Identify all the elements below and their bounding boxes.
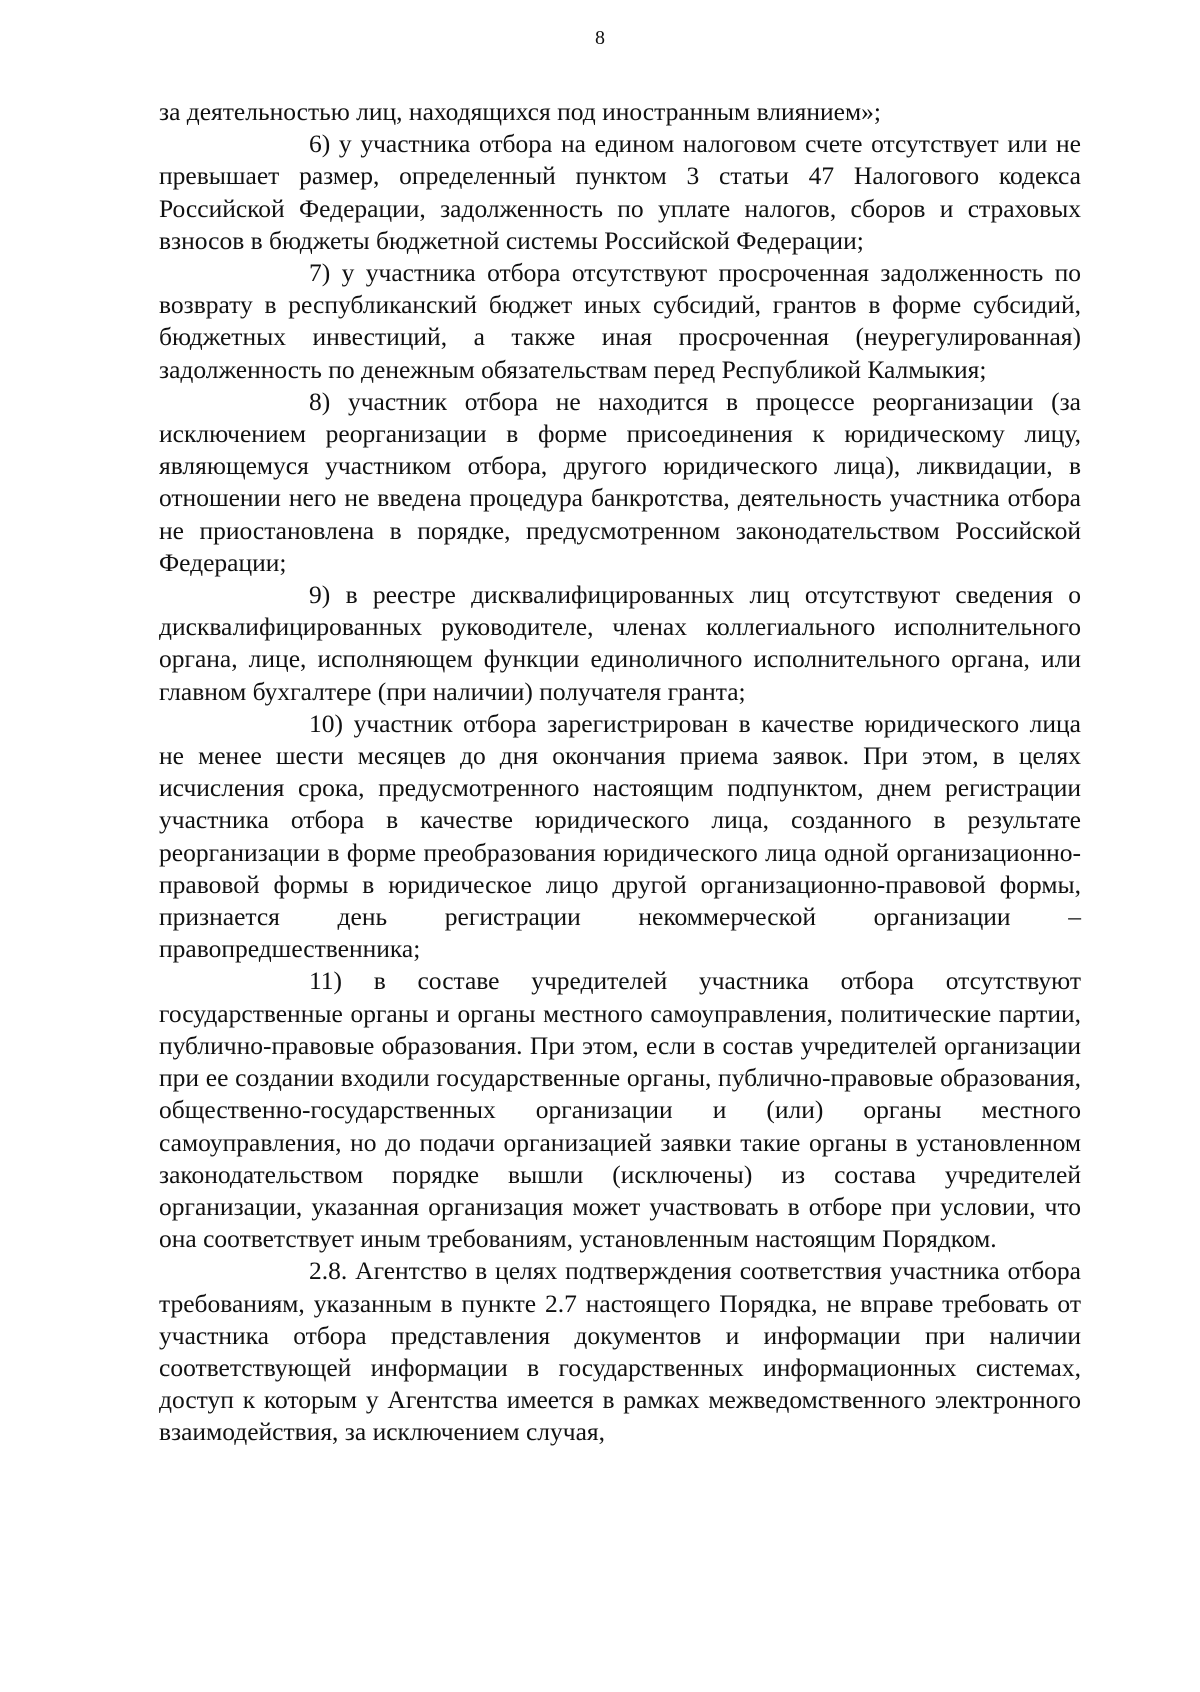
paragraph-text: за деятельностью лиц, находящихся под иностранным влиянием»; [159, 97, 881, 126]
item-number: 10) [309, 708, 343, 738]
paragraph-text: у участника отбора на едином налоговом счете отсутствует или не превышает размер, определенный пунктом 3 статьи 47 Налогового кодекса Российской Федерации, задолженность по уплате налогов, сборов и страховых взносов в бюджеты бюджетной системы Российской Федерации; [159, 129, 1082, 255]
paragraph-item-11 [159, 965, 1081, 1255]
item-number: 8) [309, 386, 331, 416]
paragraph-item-8 [159, 386, 1081, 579]
paragraph-section-2-8 [159, 1255, 1081, 1448]
document-body [159, 96, 1081, 1449]
item-number: 6) [309, 129, 331, 159]
paragraph-item-7 [159, 257, 1081, 386]
paragraph-text: Агентство в целях подтверждения соответствия участника отбора требованиям, указанным в пункте 2.7 настоящего Порядка, не вправе требовать от участника отбора представления документов и информации при наличии соответствующей информации в государственных информационных системах, доступ к которым у Агентства имеется в рамках межведомственного электронного взаимодействия, за исключением случая, [159, 1256, 1081, 1447]
paragraph-text: в составе учредителей участника отбора отсутствуют государственные органы и органы местного самоуправления, политические партии, публично-правовые образования. При этом, если в состав учредителей организации при ее создании входили государственные органы, публично-правовые образования, общественно-государственных организации и (или) органы местного самоуправления, но до подачи организацией заявки такие органы в установленном законодательством порядке вышли (исключены) из состава учредителей организации, указанная организация может участвовать в отборе при условии, что она соответствует иным требованиям, установленным настоящим Порядком. [159, 966, 1081, 1254]
paragraph-text: у участника отбора отсутствуют просроченная задолженность по возврату в республиканский бюджет иных субсидий, грантов в форме субсидий, бюджетных инвестиций, а также иная просроченная (неурегулированная) задолженность по денежным обязательствам перед Республикой Калмыкия; [159, 258, 1082, 384]
page-number: 8 [595, 27, 605, 49]
item-number: 11) [309, 966, 343, 996]
paragraph-continuation [159, 96, 1081, 128]
paragraph-text: участник отбора не находится в процессе реорганизации (за исключением реорганизации в форме присоединения к юридическому лицу, являющемуся участником отбора, другого юридического лица), ликвидации, в отношении него не введена процедура банкротства, деятельность участника отбора не приостановлена в порядке, предусмотренном законодательством Российской Федерации; [159, 386, 1081, 577]
item-number: 7) [309, 258, 331, 288]
paragraph-item-10 [159, 708, 1081, 966]
item-number: 9) [309, 580, 331, 610]
paragraph-text: в реестре дисквалифицированных лиц отсутствуют сведения о дисквалифицированных руководителе, членах коллегиального исполнительного органа, лице, исполняющем функции единоличного исполнительного органа, или главном бухгалтере (при наличии) получателя гранта; [159, 580, 1082, 706]
item-number: 2.8. [309, 1256, 348, 1286]
paragraph-text: участник отбора зарегистрирован в качестве юридического лица не менее шести месяцев до дня окончания приема заявок. При этом, в целях исчисления срока, предусмотренного настоящим подпунктом, днем регистрации участника отбора в качестве юридического лица, созданного в результате реорганизации в форме преобразования юридического лица одной организационно-правовой формы в юридическое лицо другой организационно-правовой формы, признается день регистрации некоммерческой организации – правопредшественника; [159, 708, 1082, 964]
paragraph-item-9 [159, 579, 1081, 708]
paragraph-item-6 [159, 128, 1081, 257]
